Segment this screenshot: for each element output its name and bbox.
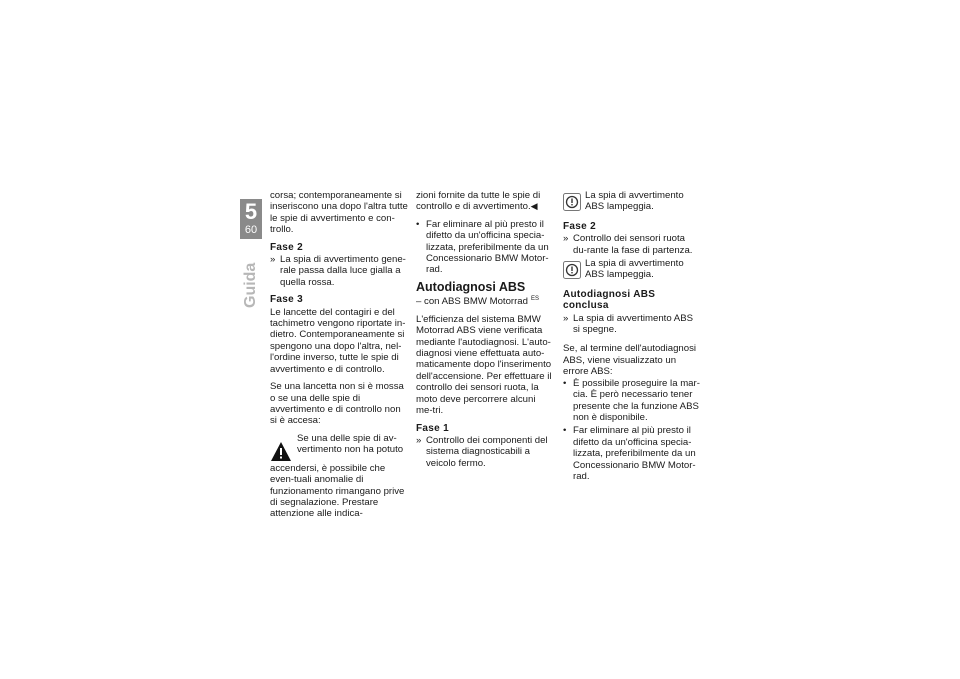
fase2-heading: Fase 2 xyxy=(563,220,596,232)
list-item-text: Far eliminare al più presto il difetto da un'officina specia-lizzata, preferibilmente da un Concessionario BMW Motor-rad. xyxy=(426,218,549,276)
continued-text-body: zioni fornite da tutte le spie di controllo e di avvertimento. xyxy=(416,190,541,213)
fase2-heading: Fase 2 xyxy=(270,241,303,253)
column-3 xyxy=(563,190,701,484)
list-item xyxy=(416,219,554,276)
list-item xyxy=(270,254,408,288)
list-item xyxy=(563,233,701,256)
option-line xyxy=(416,294,554,308)
bullet-marker: • xyxy=(416,218,420,230)
body-text: L'efficienza del sistema BMW Motorrad ABS viene verificata mediante l'autodiagnosi. L'auto-diagnosi viene effettuata auto-maticamente dopo l'inserimento dell'accensione. Per effettuare il controllo dei sensori ruota, la moto deve percorrere alcuni me-tri. xyxy=(416,313,552,417)
abs-warning-light-icon xyxy=(563,193,581,211)
list-item xyxy=(416,435,554,469)
option-text: con ABS BMW Motorrad xyxy=(424,296,528,308)
warning-block xyxy=(270,433,408,463)
chapter-tab xyxy=(240,199,262,239)
list-marker: » xyxy=(563,312,569,324)
list-item xyxy=(563,313,701,336)
list-item-text: Far eliminare al più presto il difetto da un'officina specia-lizzata, preferibilmente da un Concessionario BMW Motor-rad. xyxy=(573,425,696,482)
bullet-marker: • xyxy=(563,425,567,437)
option-dash: – xyxy=(416,296,422,308)
indicator-text: La spia di avvertimento ABS lampeggia. xyxy=(585,190,684,213)
list-item-text: La spia di avvertimento ABS si spegne. xyxy=(573,312,693,336)
column-2 xyxy=(416,190,554,471)
section-label: Guida xyxy=(242,262,259,308)
paragraph: Se una lancetta non si è mossa o se una delle spie di avvertimento e di controllo non si è accesa: xyxy=(270,381,404,427)
list-item-text: Controllo dei sensori ruota du-rante la fase di partenza. xyxy=(573,233,693,256)
page-number: 60 xyxy=(244,224,258,236)
warning-text: accendersi, è possibile che even-tuali anomalie di funzionamento rimangano prive di segnalazione. Prestare attenzione alle indica- xyxy=(270,462,405,520)
fase3-heading: Fase 3 xyxy=(270,294,303,306)
list-item xyxy=(563,425,701,482)
fase1-heading: Fase 1 xyxy=(416,422,449,434)
fase3-text: Le lancette del contagiri e del tachimetro vengono riportate in-dietro. Contemporaneamente si spengono una dopo l'altra, nel-l'ordine inverso, tutte le spie di avvertimento e di controllo. xyxy=(270,306,406,375)
list-marker: » xyxy=(563,233,569,245)
list-marker: » xyxy=(270,254,276,266)
list-item-text: È possibile proseguire la mar-cia. È però necessario tener presente che la funzione ABS non è disponibile. xyxy=(573,377,700,423)
bullet-marker: • xyxy=(563,377,567,389)
warning-lead-text: Se una delle spie di av-vertimento non ha potuto xyxy=(297,432,404,456)
list-item-text: Controllo dei componenti del sistema diagnosticabili a veicolo fermo. xyxy=(426,434,548,469)
column-1 xyxy=(270,190,408,526)
section-heading: Autodiagnosi ABS xyxy=(416,279,526,294)
option-code: ES xyxy=(530,296,539,303)
end-mark-icon: ◀ xyxy=(530,201,538,212)
indicator-note xyxy=(563,258,701,281)
abs-warning-light-icon xyxy=(563,261,581,279)
paragraph: Se, al termine dell'autodiagnosi ABS, viene visualizzato un errore ABS: xyxy=(563,343,697,378)
indicator-note xyxy=(563,190,701,213)
warning-triangle-icon xyxy=(270,441,292,463)
list-item xyxy=(563,378,701,424)
intro-text: corsa; contemporaneamente si inseriscono una dopo l'altra tutte le spie di avvertimento e con-trollo. xyxy=(270,190,408,236)
chapter-number: 5 xyxy=(244,199,258,224)
list-item-text: La spia di avvertimento gene-rale passa dalla luce gialla a quella rossa. xyxy=(280,254,406,288)
indicator-text: La spia di avvertimento ABS lampeggia. xyxy=(585,258,684,281)
list-marker: » xyxy=(416,434,422,446)
continued-text xyxy=(416,190,554,213)
conclusion-heading: Autodiagnosi ABS conclusa xyxy=(563,288,656,312)
